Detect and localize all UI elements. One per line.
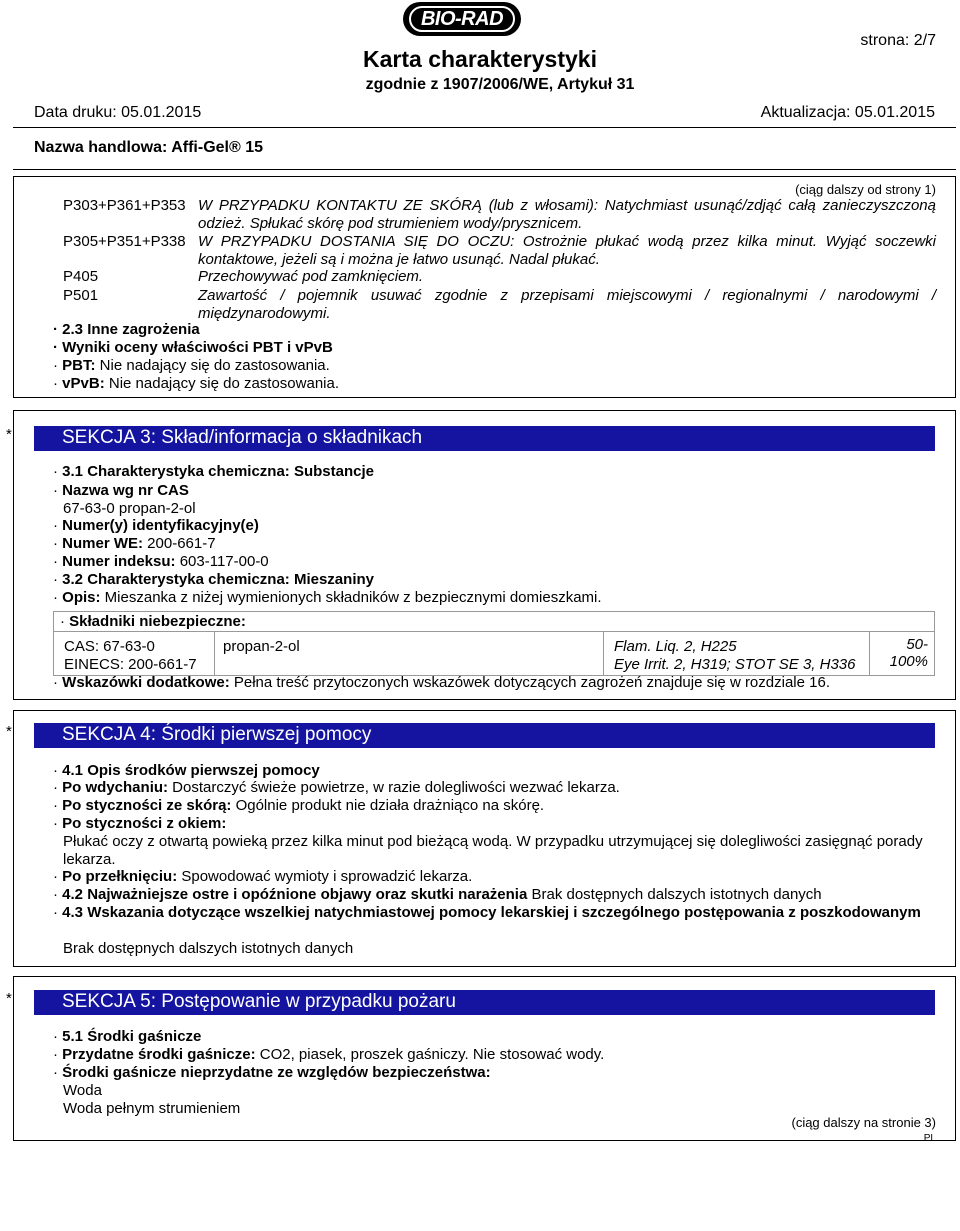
changed-marker: * [6, 426, 12, 443]
other-hazards-heading: · 2.3 Inne zagrożenia [53, 321, 200, 338]
eye-contact-label: · Po styczności z okiem: [53, 815, 227, 832]
logo-text: BIO-RAD [420, 8, 504, 30]
extra-notes-line: · Wskazówki dodatkowe: Pełna treść przytoczonych wskazówek dotyczących zagrożeń znajduje się w rozdziale 16. [53, 674, 830, 691]
pbt-results-heading: · Wyniki oceny właściwości PBT i vPvB [53, 339, 333, 356]
precaution-code: P501 [63, 287, 99, 304]
s32-heading: · 3.2 Charakterystyka chemiczna: Mieszaniny [53, 571, 374, 588]
bio-rad-logo [403, 2, 521, 36]
document-title: Karta charakterystyki [363, 46, 597, 72]
pbt-line: · PBT: Nie nadający się do zastosowania. [53, 357, 330, 374]
page-number: strona: 2/7 [860, 32, 936, 49]
precaution-code: P405 [63, 268, 99, 285]
trade-name: Nazwa handlowa: Affi-Gel® 15 [34, 139, 264, 156]
unsuitable-media-item: Woda [63, 1082, 102, 1099]
language-code: PL [923, 1133, 936, 1144]
precaution-text: W PRZYPADKU DOSTANIA SIĘ DO OCZU: Ostrożnie płukać wodą przez kilka minut. Wyjąć soczewki kontaktowe, jeżeli są i można je łatwo usunąć. Nadal płukać. [198, 233, 936, 268]
index-number: · Numer indeksu: 603-117-00-0 [53, 553, 269, 570]
cas-name-label: · Nazwa wg nr CAS [53, 482, 189, 499]
continued-from: (ciąg dalszy od strony 1) [795, 182, 936, 197]
divider [13, 169, 956, 170]
eye-contact-text: Płukać oczy z otwartą powieką przez kilka minut pod bieżącą wodą. W przypadku utrzymującej się dolegliwości zasięgnąć porady lekarza. [63, 833, 923, 868]
ingestion-line: · Po przełknięciu: Spowodować wymioty i sprowadzić lekarza. [53, 868, 473, 885]
s43-value: Brak dostępnych dalszych istotnych danych [63, 940, 354, 957]
identifiers-label: · Numer(y) identyfikacyjny(e) [53, 517, 259, 534]
section-4-header [34, 723, 935, 748]
component-classification: Flam. Liq. 2, H225 Eye Irrit. 2, H319; STOT SE 3, H336 [604, 632, 870, 676]
component-ids: CAS: 67-63-0 EINECS: 200-661-7 [54, 632, 215, 676]
s43-heading: · 4.3 Wskazania dotyczące wszelkiej natychmiastowej pomocy lekarskiej i szczególnego postępowania z poszkodowanym [53, 904, 921, 921]
we-number: · Numer WE: 200-661-7 [53, 535, 216, 552]
vpvb-line: · vPvB: Nie nadający się do zastosowania. [53, 375, 340, 392]
table-row [54, 632, 935, 676]
unsuitable-media-item: Woda pełnym strumieniem [63, 1100, 241, 1117]
precaution-text: W PRZYPADKU KONTAKTU ZE SKÓRĄ (lub z włosami): Natychmiast usunąć/zdjąć całą zanieczyszczoną odzież. Spłukać skórę pod strumieniem wody/prysznicem. [198, 197, 936, 232]
document-subtitle: zgodnie z 1907/2006/WE, Artykuł 31 [365, 76, 635, 93]
update-date: Aktualizacja: 05.01.2015 [760, 104, 935, 121]
precaution-text: Zawartość / pojemnik usuwać zgodnie z przepisami miejscowymi / regionalnymi / narodowymi / międzynarodowymi. [198, 287, 936, 322]
component-percent: 50-100% [870, 632, 935, 676]
table-header-cell: · Składniki niebezpieczne: [54, 612, 935, 632]
suitable-media-line: · Przydatne środki gaśnicze: CO2, piasek, proszek gaśniczy. Nie stosować wody. [53, 1046, 605, 1063]
section-3-header [34, 426, 935, 451]
skin-contact-line: · Po styczności ze skórą: Ogólnie produkt nie działa drażniąco na skórę. [53, 797, 545, 814]
precaution-code: P303+P361+P353 [63, 197, 186, 214]
s42-line: · 4.2 Najważniejsze ostre i opóźnione objawy oraz skutki narażenia Brak dostępnych dalszych istotnych danych [53, 886, 822, 903]
s31-heading: · 3.1 Charakterystyka chemiczna: Substancje [53, 463, 374, 480]
table-header-row [54, 612, 935, 632]
section-5-header [34, 990, 935, 1015]
divider [13, 127, 956, 128]
unsuitable-media-label: · Środki gaśnicze nieprzydatne ze względów bezpieczeństwa: [53, 1064, 491, 1081]
component-name: propan-2-ol [215, 632, 604, 676]
inhalation-line: · Po wdychaniu: Dostarczyć świeże powietrze, w razie dolegliwości wezwać lekarza. [53, 779, 620, 796]
changed-marker: * [6, 723, 12, 740]
print-date: Data druku: 05.01.2015 [34, 104, 202, 121]
hazardous-components-table [53, 611, 935, 676]
section-3-title: SEKCJA 3: Skład/informacja o składnikach [62, 427, 423, 448]
changed-marker: * [6, 990, 12, 1007]
s51-heading: · 5.1 Środki gaśnicze [53, 1028, 202, 1045]
precaution-text: Przechowywać pod zamknięciem. [198, 268, 424, 285]
section-4-title: SEKCJA 4: Środki pierwszej pomocy [62, 724, 372, 745]
cas-name-value: 67-63-0 propan-2-ol [63, 500, 196, 517]
description-line: · Opis: Mieszanka z niżej wymienionych składników z bezpiecznymi domieszkami. [53, 589, 602, 606]
section-5-title: SEKCJA 5: Postępowanie w przypadku pożaru [62, 991, 456, 1012]
continued-on: (ciąg dalszy na stronie 3) [791, 1115, 936, 1130]
s41-heading: · 4.1 Opis środków pierwszej pomocy [53, 762, 320, 779]
precaution-code: P305+P351+P338 [63, 233, 186, 250]
